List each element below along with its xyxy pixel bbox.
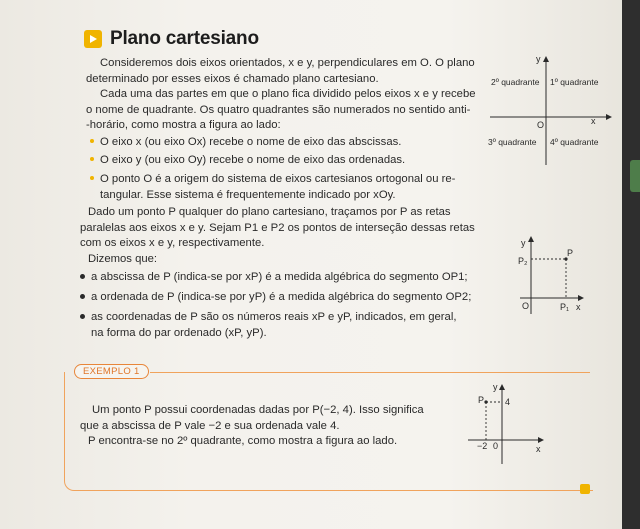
bullet-text: O ponto O é a origem do sistema de eixos cartesianos ortogonal ou re- xyxy=(100,173,456,185)
bullet-item xyxy=(90,135,401,151)
bullet-dot xyxy=(90,157,94,161)
example-text xyxy=(80,403,452,450)
text-line: paralelas aos eixos x e y. Sejam P1 e P2 os pontos de interseção dessas retas xyxy=(80,221,475,234)
play-icon xyxy=(84,30,102,48)
quadrants-figure xyxy=(480,50,620,170)
y-value-label: 4 xyxy=(505,397,511,407)
y-label: y xyxy=(536,54,541,64)
y-arrow-icon xyxy=(543,56,549,62)
quadrant-3-label: 3º quadrante xyxy=(488,137,537,147)
section-header xyxy=(84,28,259,50)
origin-label: O xyxy=(522,301,530,311)
bullet-item-cont xyxy=(91,326,267,342)
text-line: P encontra-se no 2º quadrante, como mostra a figura ao lado. xyxy=(88,435,398,448)
paragraph-1 xyxy=(86,56,486,134)
origin-label: 0 xyxy=(493,441,499,451)
x-value-label: −2 xyxy=(477,441,488,451)
bullet-item xyxy=(80,270,468,286)
page-tab xyxy=(630,160,640,192)
bullet-item xyxy=(90,172,455,188)
p-label: P xyxy=(478,395,485,405)
bullet-text: O eixo y (ou eixo Oy) recebe o nome de eixo das ordenadas. xyxy=(100,154,406,166)
example-corner-marker xyxy=(580,484,590,494)
x-label: x xyxy=(591,116,596,126)
example-label: EXEMPLO 1 xyxy=(74,364,149,379)
bullet-text: a abscissa de P (indica-se por xP) é a medida algébrica do segmento OP1; xyxy=(91,271,468,283)
bullet-item xyxy=(90,153,405,169)
text-line: Consideremos dois eixos orientados, x e y, perpendiculares em O. O plano xyxy=(100,57,475,69)
text-line: Dizemos que: xyxy=(88,252,158,265)
text-line: Um ponto P possui coordenadas dadas por P(−2, 4). Isso significa xyxy=(92,404,424,416)
p1-label: P₁ xyxy=(560,302,570,312)
text-line: Cada uma das partes em que o plano fica dividido pelos eixos x e y recebe xyxy=(100,88,476,101)
text-line: -horário, como mostra a figura ao lado: xyxy=(86,119,281,132)
bullet-dot xyxy=(90,176,94,180)
x-label: x xyxy=(576,302,581,312)
point-figure xyxy=(510,232,590,322)
bullet-item xyxy=(80,290,471,306)
x-label: x xyxy=(536,444,541,454)
bullet-dot xyxy=(80,314,85,319)
x-arrow-icon xyxy=(606,114,612,120)
bullet-text: as coordenadas de P são os números reais xP e yP, indicados, em geral, xyxy=(91,311,457,323)
text-line: Dado um ponto P qualquer do plano cartesiano, traçamos por P as retas xyxy=(88,206,451,218)
bullet-text: na forma do par ordenado (xP, yP). xyxy=(91,327,267,339)
p-label: P xyxy=(567,248,574,258)
text-line: o nome de quadrante. Os quatro quadrantes são numerados no sentido anti- xyxy=(86,103,471,116)
bullet-item-cont xyxy=(100,188,396,204)
example-figure xyxy=(464,378,554,468)
bullet-item xyxy=(80,310,456,326)
quadrant-2-label: 2º quadrante xyxy=(491,77,540,87)
page-title: Plano cartesiano xyxy=(110,28,259,49)
bullet-text: O eixo x (ou eixo Ox) recebe o nome de eixo das abscissas. xyxy=(100,136,402,148)
text-line: que a abscissa de P vale −2 e sua ordenada vale 4. xyxy=(80,419,340,432)
text-line: determinado por esses eixos é chamado plano cartesiano. xyxy=(86,72,379,85)
bullet-text: tangular. Esse sistema é frequentemente indicado por xOy. xyxy=(100,189,396,201)
x-arrow-icon xyxy=(538,437,544,443)
y-label: y xyxy=(493,382,498,392)
bullet-text: a ordenada de P (indica-se por yP) é a medida algébrica do segmento OP2; xyxy=(91,291,472,303)
book-edge xyxy=(622,0,640,529)
text-line: com os eixos x e y, respectivamente. xyxy=(80,237,265,250)
point-p xyxy=(484,400,487,403)
bullet-dot xyxy=(80,274,85,279)
bullet-dot xyxy=(80,294,85,299)
origin-label: O xyxy=(537,120,545,130)
y-arrow-icon xyxy=(528,236,534,242)
paragraph-3 xyxy=(80,205,480,267)
quadrant-4-label: 4º quadrante xyxy=(550,137,599,147)
p2-label: P₂ xyxy=(518,256,528,266)
x-arrow-icon xyxy=(578,295,584,301)
y-label: y xyxy=(521,238,526,248)
example-top-rule xyxy=(150,372,590,373)
quadrant-1-label: 1º quadrante xyxy=(550,77,599,87)
bullet-dot xyxy=(90,139,94,143)
y-arrow-icon xyxy=(499,384,505,390)
